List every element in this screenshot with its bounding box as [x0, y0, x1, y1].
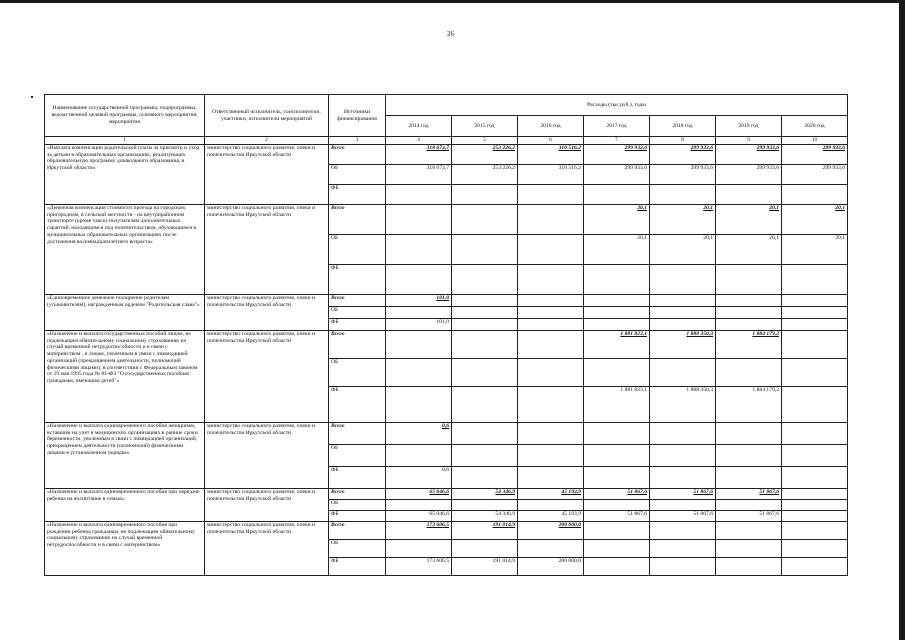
expense-value [650, 319, 716, 331]
expense-value [386, 185, 452, 205]
expense-value: 299 933,6 [716, 165, 782, 185]
expense-value [452, 500, 518, 511]
expense-value [518, 423, 584, 445]
funding-source: ОБ [329, 359, 386, 387]
expense-value [650, 558, 716, 576]
expense-value: 1 881 823,1 [584, 387, 650, 423]
funding-source: Всего [329, 295, 386, 307]
expense-value [584, 558, 650, 576]
expense-value: 20,1 [782, 205, 848, 235]
expense-value [452, 307, 518, 319]
funding-source: ОБ [329, 540, 386, 558]
expense-value [518, 500, 584, 511]
expense-value [386, 235, 452, 265]
expense-value [518, 205, 584, 235]
activity-name: «Назначение и выплата государственных пособий лицам, не подлежащим обязательному социальному страхованию на случай временной нетрудоспособности и в связи с материнством , и лицам, уволенным в связи с ликвидацией организаций (прекращением деятельности, полномочий физическими лицами), в соответствии с Федеральным законом от 19 мая 1995 года № 81-ФЗ "О государственных пособиях гражданам, имеющим детей"» [45, 331, 205, 423]
expense-value [584, 467, 650, 489]
expense-value [650, 467, 716, 489]
funding-source: ОБ [329, 165, 386, 185]
funding-source: Всего [329, 489, 386, 500]
activity-name: «Выплата компенсации родительской платы за присмотр и уход за детьми в образовательных организациях, реализующих образовательную программу дошкольного образования, в Иркутской области» [45, 145, 205, 205]
expense-value [716, 500, 782, 511]
header-year: 2014 год [386, 116, 452, 137]
activity-name: «Назначение и выплата единовременного пособия женщинам, вставшим на учет в медицинских организациях в ранние сроки беременности, уволенным в связи с ликвидацией организаций, прекращением деятельности (полномочий) физическими лицами в установленном порядке» [45, 423, 205, 489]
expense-value [452, 445, 518, 467]
expense-value [716, 359, 782, 387]
expense-value [650, 265, 716, 295]
expense-value [452, 319, 518, 331]
expense-value [452, 387, 518, 423]
responsible-executor: министерство социального развития, опеки и попечительства Иркутской области [205, 423, 329, 489]
expense-value: 1 888 350,3 [650, 331, 716, 359]
responsible-executor: министерство социального развития, опеки и попечительства Иркутской области [205, 295, 329, 331]
expense-value [452, 205, 518, 235]
funding-source: ФБ [329, 265, 386, 295]
funding-source: Всего [329, 331, 386, 359]
expense-value: 51 867,6 [584, 511, 650, 522]
expense-value [716, 295, 782, 307]
expense-value: 1 888 350,3 [650, 387, 716, 423]
expense-value: 20,1 [650, 205, 716, 235]
expense-value: 191 014,9 [452, 558, 518, 576]
expense-value: 101,0 [386, 295, 452, 307]
funding-source: Всего [329, 205, 386, 235]
expense-value [782, 511, 848, 522]
funding-source: ФБ [329, 511, 386, 522]
expense-value [650, 423, 716, 445]
expense-value: 101,0 [386, 319, 452, 331]
funding-source: ОБ [329, 235, 386, 265]
expense-value: 299 933,6 [584, 165, 650, 185]
column-number: 4 [386, 137, 452, 145]
expense-value [782, 265, 848, 295]
column-number: 3 [329, 137, 386, 145]
expense-value: 51 867,6 [716, 489, 782, 500]
expense-value [716, 445, 782, 467]
funding-source: Всего [329, 522, 386, 540]
table-row [45, 205, 848, 235]
expense-value [518, 265, 584, 295]
responsible-executor: министерство социального развития, опеки и попечительства Иркутской области [205, 522, 329, 576]
expense-value [518, 331, 584, 359]
expense-value [782, 319, 848, 331]
expense-value [650, 185, 716, 205]
column-number: 1 [45, 137, 205, 145]
expense-value [584, 445, 650, 467]
expense-value: 20,1 [782, 235, 848, 265]
expense-value: 253 226,2 [452, 165, 518, 185]
expense-value [584, 307, 650, 319]
expense-value [782, 307, 848, 319]
expense-value [518, 235, 584, 265]
expense-value: 318 673,7 [386, 145, 452, 165]
expense-value [518, 467, 584, 489]
expense-value [452, 359, 518, 387]
expense-value: 299 933,6 [584, 145, 650, 165]
expense-value [782, 467, 848, 489]
expense-value: 200 000,0 [518, 522, 584, 540]
expense-value [716, 185, 782, 205]
header-year: 2020 год [782, 116, 848, 137]
expense-value [386, 500, 452, 511]
header-responsible: Ответственный исполнитель, соисполнители, участники, исполнители мероприятий [205, 95, 329, 137]
expense-value: 20,1 [716, 235, 782, 265]
expense-value [782, 540, 848, 558]
expense-value [716, 307, 782, 319]
expense-value [782, 489, 848, 500]
expense-value [650, 540, 716, 558]
expense-value: 1 884 179,2 [716, 331, 782, 359]
expense-value [782, 359, 848, 387]
expense-value: 54 346,9 [452, 511, 518, 522]
expense-value [452, 185, 518, 205]
expense-value [716, 558, 782, 576]
funding-source: ФБ [329, 319, 386, 331]
header-year: 2016 год [518, 116, 584, 137]
expense-value: 51 867,6 [650, 511, 716, 522]
expense-value [452, 265, 518, 295]
expense-value: 173 606,5 [386, 522, 452, 540]
expense-value: 318 673,7 [386, 165, 452, 185]
expense-value [386, 205, 452, 235]
expense-value [518, 540, 584, 558]
expense-value [452, 540, 518, 558]
expense-value [650, 500, 716, 511]
column-number: 8 [650, 137, 716, 145]
funding-source: ОБ [329, 500, 386, 511]
header-expenses: Расходы (тыс.руб.), годы [386, 95, 848, 116]
expense-value [584, 522, 650, 540]
expense-value [782, 185, 848, 205]
activity-name: «Назначение и выплата единовременного пособия при рождении ребенка гражданам, не подлежащим обязательному социальному страхованию на случай временной нетрудоспособности и в связи с материнством» [45, 522, 205, 576]
funding-source: ФБ [329, 467, 386, 489]
column-number: 2 [205, 137, 329, 145]
expense-value [452, 467, 518, 489]
expense-value [584, 359, 650, 387]
header-year: 2019 год [716, 116, 782, 137]
expense-value [386, 445, 452, 467]
expense-value [386, 331, 452, 359]
expense-value [452, 331, 518, 359]
expense-value [650, 359, 716, 387]
expense-value: 20,1 [584, 205, 650, 235]
expense-value [584, 500, 650, 511]
expense-value: 310 516,2 [518, 165, 584, 185]
table-row [45, 295, 848, 307]
activity-name: «Назначение и выплата единовременного пособия при передаче ребенка на воспитание в семью» [45, 489, 205, 522]
expense-value [452, 423, 518, 445]
funding-source: ОБ [329, 307, 386, 319]
expense-value [584, 540, 650, 558]
expense-value [782, 500, 848, 511]
expense-value: 51 867,6 [584, 489, 650, 500]
expense-value [584, 423, 650, 445]
expense-value [716, 467, 782, 489]
expense-value: 299 933,6 [650, 145, 716, 165]
column-number: 9 [716, 137, 782, 145]
expense-value [518, 307, 584, 319]
expense-value [782, 558, 848, 576]
budget-table [44, 94, 848, 576]
expense-value [650, 295, 716, 307]
expense-value [452, 295, 518, 307]
expense-value [386, 387, 452, 423]
expense-value: 0,6 [386, 467, 452, 489]
expense-value: 54 346,9 [452, 489, 518, 500]
expense-value: 299 933,6 [782, 165, 848, 185]
funding-source: ОБ [329, 445, 386, 467]
expense-value [782, 331, 848, 359]
expense-value [584, 319, 650, 331]
expense-value [518, 359, 584, 387]
funding-source: Всего [329, 145, 386, 165]
column-number: 6 [518, 137, 584, 145]
expense-value [716, 540, 782, 558]
expense-value [584, 295, 650, 307]
table-row [45, 489, 848, 500]
header-name: Наименование государственной программы, подпрограммы, ведомственной целевой программы, основного мероприятия, мероприятия [45, 95, 205, 137]
expense-value: 299 933,6 [716, 145, 782, 165]
column-number: 10 [782, 137, 848, 145]
expense-value: 51 867,6 [716, 511, 782, 522]
expense-value: 65 046,6 [386, 489, 452, 500]
expense-value: 45 193,9 [518, 511, 584, 522]
column-number: 5 [452, 137, 518, 145]
table-row [45, 331, 848, 359]
expense-value: 0,6 [386, 423, 452, 445]
expense-value [650, 307, 716, 319]
expense-value [518, 295, 584, 307]
table-row [45, 522, 848, 540]
expense-value: 1 884 179,2 [716, 387, 782, 423]
table-row [45, 145, 848, 165]
expense-value: 51 867,6 [650, 489, 716, 500]
expense-value [650, 445, 716, 467]
responsible-executor: министерство социального развития, опеки и попечительства Иркутской области [205, 205, 329, 295]
expense-value [386, 307, 452, 319]
expense-value [782, 522, 848, 540]
activity-name: «Денежная компенсация стоимости проезда на городском, пригородном, в сельской местности - на внутрирайонном транспорте (кроме такси) получателям дополнительных гарантий, находящимся под попечительством, обучающимся в муниципальных образовательных организациях после достижения восемнадцатилетнего возраста» [45, 205, 205, 295]
expense-value: 20,1 [716, 205, 782, 235]
expense-value: 191 014,9 [452, 522, 518, 540]
expense-value [386, 265, 452, 295]
expense-value: 299 933,6 [650, 165, 716, 185]
header-year: 2017 год [584, 116, 650, 137]
expense-value: 65 046,6 [386, 511, 452, 522]
page-edge [899, 0, 905, 640]
header-year: 2018 год [650, 116, 716, 137]
responsible-executor: министерство социального развития, опеки и попечительства Иркутской области [205, 489, 329, 522]
expense-value [452, 235, 518, 265]
expense-value: 20,1 [584, 235, 650, 265]
expense-value [650, 522, 716, 540]
page-edge [0, 0, 905, 3]
expense-value: 20,1 [650, 235, 716, 265]
expense-value [518, 319, 584, 331]
expense-value: 200 000,0 [518, 558, 584, 576]
column-number: 7 [584, 137, 650, 145]
table-row [45, 423, 848, 445]
expense-value: 299 933,6 [782, 145, 848, 165]
expense-value [716, 423, 782, 445]
expense-value [518, 185, 584, 205]
scan-mark [31, 96, 33, 98]
expense-value: 1 881 823,1 [584, 331, 650, 359]
expense-value: 173 606,5 [386, 558, 452, 576]
responsible-executor: министерство социального развития, опеки и попечительства Иркутской области [205, 331, 329, 423]
expense-value [386, 359, 452, 387]
expense-value: 45 193,9 [518, 489, 584, 500]
funding-source: ФБ [329, 558, 386, 576]
expense-value [716, 265, 782, 295]
page-number: 26 [447, 30, 454, 38]
responsible-executor: министерство социального развития, опеки и попечительства Иркутской области [205, 145, 329, 205]
expense-value [782, 387, 848, 423]
funding-source: Всего [329, 423, 386, 445]
funding-source: ФБ [329, 185, 386, 205]
expense-value [782, 445, 848, 467]
expense-value [782, 423, 848, 445]
header-year: 2015 год [452, 116, 518, 137]
funding-source: ФБ [329, 387, 386, 423]
expense-value [584, 185, 650, 205]
expense-value [716, 319, 782, 331]
expense-value [584, 265, 650, 295]
header-source: Источники финансирования [329, 95, 386, 137]
expense-value [386, 540, 452, 558]
activity-name: «Единовременное денежное поощрение родителям (усыновителям), награжденным орденом "Родительская слава"» [45, 295, 205, 331]
expense-value [518, 445, 584, 467]
expense-value: 310 516,2 [518, 145, 584, 165]
expense-value [782, 295, 848, 307]
expense-value [518, 387, 584, 423]
expense-value: 253 226,2 [452, 145, 518, 165]
expense-value [716, 522, 782, 540]
